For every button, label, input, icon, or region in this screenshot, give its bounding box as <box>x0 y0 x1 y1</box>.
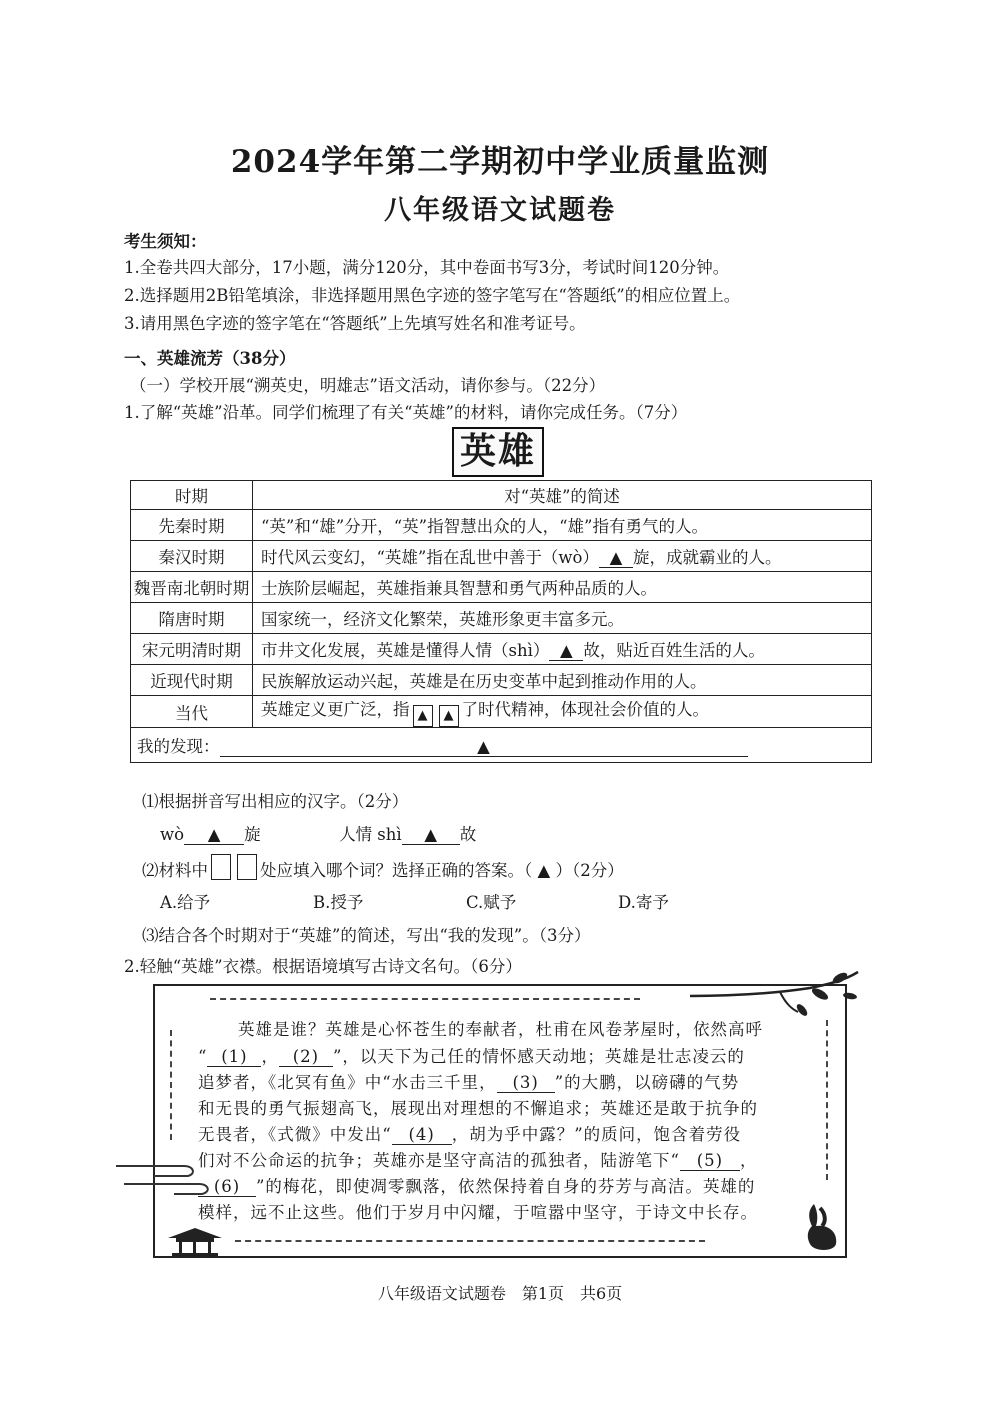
finding-label: 我的发现： <box>137 737 220 756</box>
poem-text: ， <box>261 1047 279 1066</box>
notice-item-3: 3.请用黑色字迹的签字笔在“答题纸”上先填写姓名和准考证号。 <box>124 314 586 333</box>
desc-text-b: 旋，成就霸业的人。 <box>632 548 782 567</box>
pinyin2-label: 人情 shì <box>339 825 402 844</box>
subq-2-text-b: 处应填入哪个词？选择正确的答案。（ <box>260 861 533 880</box>
subq-2-text-c: ）（2分） <box>555 861 624 880</box>
pavilion-icon <box>164 1226 226 1256</box>
subq-1: ⑴根据拼音写出相应的汉字。（2分） <box>142 792 409 811</box>
row-period: 当代 <box>131 696 253 728</box>
poem-line-1 <box>238 1016 763 1040</box>
row-desc: 民族解放运动兴起，英雄是在历史变革中起到推动作用的人。 <box>253 665 872 696</box>
table-header-period: 时期 <box>131 481 253 510</box>
table-row <box>131 665 872 696</box>
chart-heading-stamp: 英雄 <box>452 427 544 477</box>
option-d: D.寄予 <box>618 893 669 912</box>
hero-history-table <box>130 480 872 763</box>
desc-text-a: 英雄定义更广泛，指 <box>261 700 410 719</box>
finding-blank: ▲ <box>220 737 748 757</box>
exam-title: 2024学年第二学期初中学业质量监测 <box>230 144 770 180</box>
blank-triangle: ▲ <box>184 825 244 845</box>
desc-text-b: 故，贴近百姓生活的人。 <box>583 641 765 660</box>
blank-2: (2) <box>279 1047 333 1067</box>
row-desc <box>253 634 872 665</box>
question-1: 1.了解“英雄”沿革。同学们梳理了有关“英雄”的材料，请你完成任务。（7分） <box>124 403 688 422</box>
table-row <box>131 696 872 728</box>
poem-text: ”的梅花，即使凋零飘落，依然保持着自身的芬芳与高洁。英雄的 <box>256 1177 756 1196</box>
row-desc: 士族阶层崛起，英雄指兼具智慧和勇气两种品质的人。 <box>253 572 872 603</box>
pinyin1-suffix: 旋 <box>244 825 261 844</box>
table-row <box>131 634 872 665</box>
table-row <box>131 728 872 763</box>
poem-text: 无畏者，《式微》中发出“ <box>198 1125 392 1144</box>
frame-dash-bottom <box>235 1240 705 1242</box>
box-blank <box>211 854 231 880</box>
part-heading: （一）学校开展“溯英史，明雄志”语文活动，请你参与。（22分） <box>130 376 606 395</box>
poem-line-8 <box>198 1199 758 1223</box>
desc-text-b: 了时代精神，体现社会价值的人。 <box>461 700 709 719</box>
blank-5: (5) <box>680 1151 740 1171</box>
page-footer: 八年级语文试题卷 第1页 共6页 <box>377 1284 623 1303</box>
blank-6: (6) <box>198 1177 256 1197</box>
poem-text: 模样，远不止这些。他们于岁月中闪耀，于喧嚣中坚守，于诗文中长存。 <box>198 1203 758 1222</box>
row-period: 近现代时期 <box>131 665 253 696</box>
pinyin-line <box>160 821 476 845</box>
table-row <box>131 603 872 634</box>
poem-line-3 <box>198 1069 739 1093</box>
poem-line-4 <box>198 1095 758 1119</box>
poem-text: ，胡为乎中露？”的质问，饱含着劳役 <box>451 1125 742 1144</box>
table-header-desc: 对“英雄”的简述 <box>253 481 872 510</box>
question-2: 2.轻触“英雄”衣襟。根据语境填写古诗文名句。（6分） <box>124 957 522 976</box>
answer-triangle: ▲ <box>537 861 551 880</box>
section-heading: 一、英雄流芳（38分） <box>124 349 296 368</box>
notice-heading: 考生须知： <box>124 232 207 251</box>
blank-1: (1) <box>207 1047 261 1067</box>
row-desc <box>253 541 872 572</box>
pinyin1-label: wò <box>160 825 185 844</box>
box-blank: ▲ <box>439 705 459 727</box>
row-period: 魏晋南北朝时期 <box>131 572 253 603</box>
blank-triangle: ▲ <box>549 641 583 661</box>
blank-triangle: ▲ <box>402 825 460 845</box>
poem-text: 和无畏的勇气振翅高飞，展现出对理想的不懈追求；英雄还是敢于抗争的 <box>198 1099 758 1118</box>
row-period: 秦汉时期 <box>131 541 253 572</box>
frame-dash-right <box>826 1020 828 1180</box>
poem-text: ”的大鹏，以磅礴的气势 <box>554 1073 740 1092</box>
subq-2-text-a: ⑵材料中 <box>142 861 208 880</box>
finding-row <box>131 728 872 763</box>
blank-triangle: ▲ <box>599 548 633 568</box>
poem-line-6 <box>198 1147 757 1171</box>
row-period: 先秦时期 <box>131 510 253 541</box>
row-period: 宋元明清时期 <box>131 634 253 665</box>
subq-2 <box>142 854 624 881</box>
poem-line-2 <box>198 1043 745 1067</box>
row-desc <box>253 696 872 728</box>
box-blank <box>237 854 257 880</box>
notice-item-2: 2.选择题用2B铅笔填涂，非选择题用黑色字迹的签字笔写在“答题纸”的相应位置上。 <box>124 286 741 305</box>
desc-text-a: 时代风云变幻，“英雄”指在乱世中善于（wò） <box>261 548 599 567</box>
table-row <box>131 541 872 572</box>
row-desc: “英”和“雄”分开，“英”指智慧出众的人，“雄”指有勇气的人。 <box>253 510 872 541</box>
option-b: B.授予 <box>313 893 364 912</box>
poem-text: 追梦者，《北冥有鱼》中“水击三千里， <box>198 1073 497 1092</box>
blank-3: (3) <box>497 1073 555 1093</box>
poem-line-7 <box>198 1173 755 1197</box>
option-a: A.给予 <box>160 893 211 912</box>
poem-text: “ <box>198 1047 208 1066</box>
row-period: 隋唐时期 <box>131 603 253 634</box>
poem-line-5 <box>198 1121 741 1145</box>
frame-dash-top <box>210 998 640 1000</box>
table-row <box>131 510 872 541</box>
desc-text-a: 市井文化发展，英雄是懂得人情（shì） <box>261 641 550 660</box>
pinyin2-suffix: 故 <box>459 825 477 844</box>
blank-4: (4) <box>392 1125 452 1145</box>
row-desc: 国家统一，经济文化繁荣，英雄形象更丰富多元。 <box>253 603 872 634</box>
frame-dash-left <box>170 1030 172 1140</box>
poem-text: ”，以天下为己任的情怀感天动地；英雄是壮志凌云的 <box>332 1047 745 1066</box>
poem-text: 英雄是谁？英雄是心怀苍生的奉献者，杜甫在风卷茅屋时，依然高呼 <box>238 1020 763 1039</box>
table-row <box>131 572 872 603</box>
rabbit-icon <box>800 1200 846 1254</box>
notice-item-1: 1.全卷共四大部分，17小题，满分120分，其中卷面书写3分，考试时间120分钟。 <box>124 258 730 277</box>
poem-text: ， <box>739 1151 758 1170</box>
option-c: C.赋予 <box>466 893 517 912</box>
poem-text: 们对不公命运的抗争；英雄亦是坚守高洁的孤独者，陆游笔下“ <box>198 1151 680 1170</box>
box-blank: ▲ <box>413 705 433 727</box>
subq-3: ⑶结合各个时期对于“英雄”的简述，写出“我的发现”。（3分） <box>142 926 591 945</box>
exam-subtitle: 八年级语文试题卷 <box>384 195 616 226</box>
